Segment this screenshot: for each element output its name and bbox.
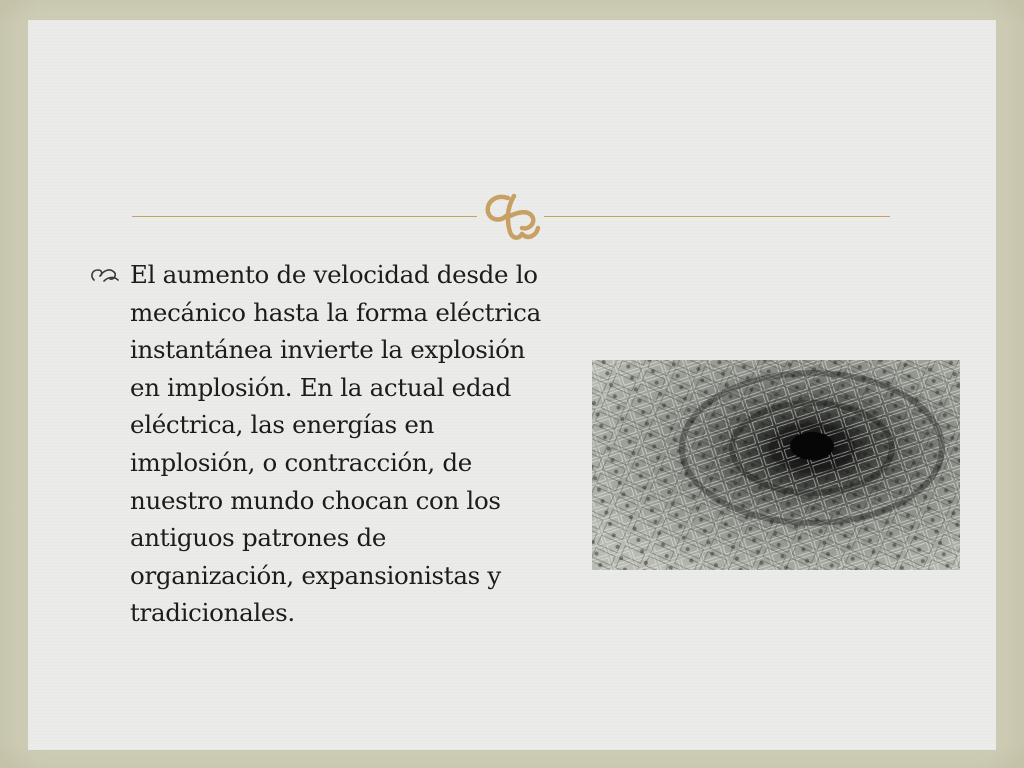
- ornament-line-right: [544, 216, 890, 217]
- bullet-paragraph: El aumento de velocidad desde lo mecánico hasta la forma eléctrica instantánea invierte la explosión en implosión. En la actual edad eléctrica, las energías en implosión, o contracción, de nuestro mundo chocan con los antiguos patrones de organización, expansionistas y tradicionales.: [130, 260, 541, 628]
- title-ornament: [132, 188, 892, 244]
- flourish-icon: [478, 188, 544, 244]
- money-vortex-illustration: [592, 360, 960, 570]
- money-vortex-image: [592, 360, 960, 570]
- flourish-bullet-icon: [88, 264, 122, 286]
- ornament-line-left: [132, 216, 477, 217]
- content-area: [88, 256, 548, 632]
- bullet-item: [88, 256, 548, 632]
